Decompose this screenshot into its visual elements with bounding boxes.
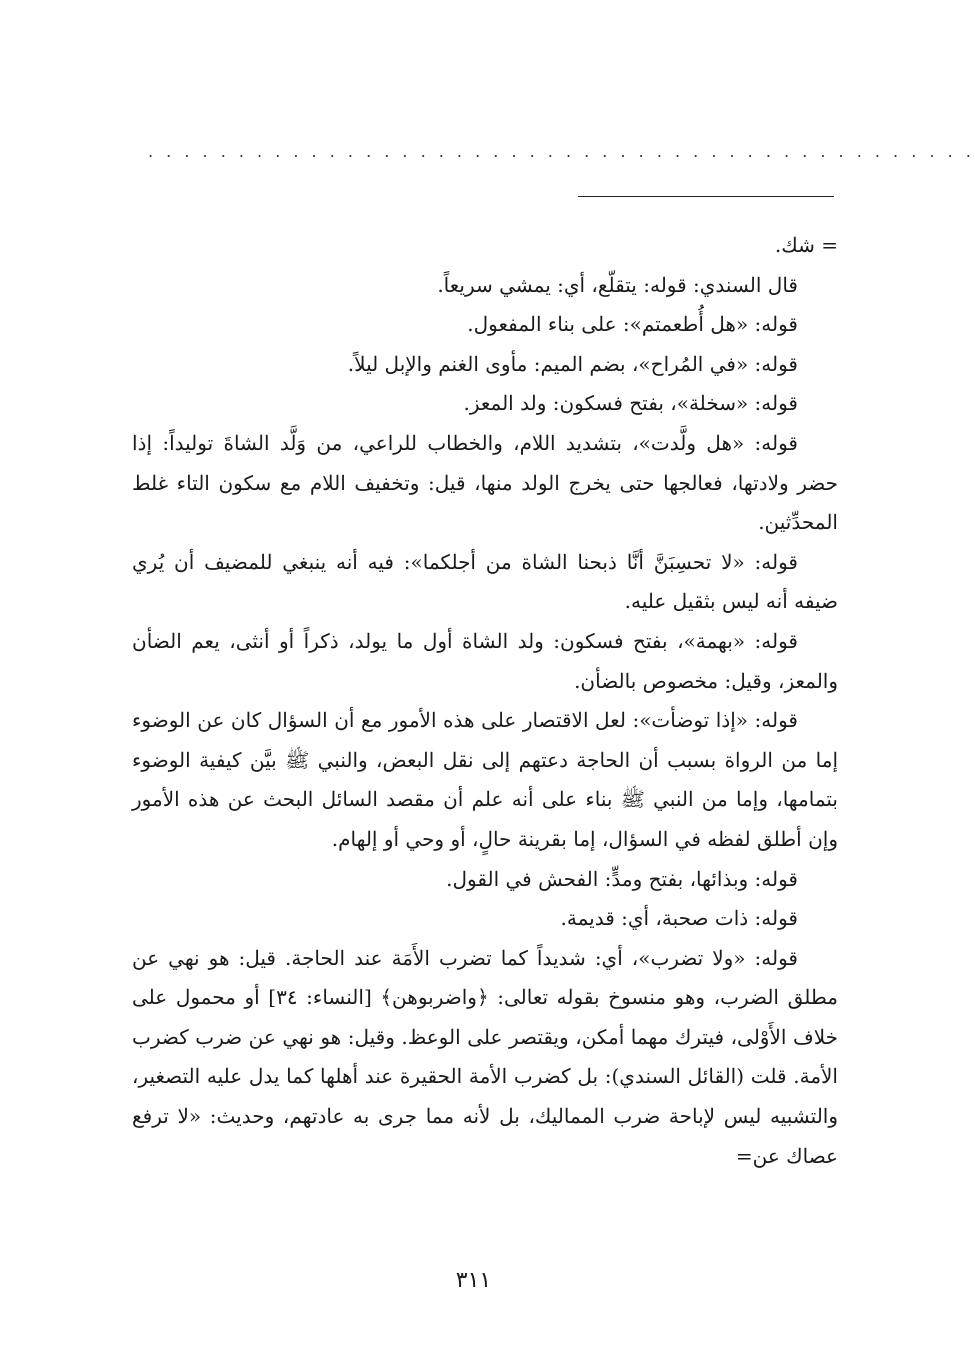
footnote-rule	[578, 196, 834, 197]
separator-dots: . . . . . . . . . . . . . . . . . . . . . . . . . . . . . . . . . . . . . . . . . . . . . .	[148, 142, 975, 161]
paragraph: قوله: «سخلة»، بفتح فسكون: ولد المعز.	[463, 391, 798, 416]
page-number: ٣١١	[455, 1268, 492, 1293]
paragraph: = شك.	[774, 233, 838, 257]
paragraph: قوله: «هل ولَّدت»، بتشديد اللام، والخطاب للراعي، من وَلَّد الشاةَ توليداً: إذا حضر ولادتها، فعالجها حتى يخرج الولد منها، قيل: وتخفيف اللام مع سكون التاء غلط المحدِّثين.	[132, 430, 838, 535]
paragraph: قوله: «ولا تضرب»، أي: شديداً كما تضرب الأَمَة عند الحاجة. قيل: هو نهي عن مطلق الضرب، وهو منسوخ بقوله تعالى: ﴿واضربوهن﴾ [النساء: ٣٤] أو محمول على خلاف الأَوْلى، فيترك مهما أمكن، ويقتصر على الوعظ. وقيل: هو نهي عن ضرب كضرب الأمة. قلت (القائل السندي): بل كضرب الأمة الحقيرة عند أهلها كما يدل عليه التصغير، والتشبيه ليس لإباحة ضرب المماليك، بل لأنه مما جرى به عادتهم، وحديث: «لا ترفع عصاك عن=	[132, 945, 838, 1168]
paragraph: قال السندي: قوله: يتقلّع، أي: يمشي سريعاً.	[437, 272, 798, 297]
paragraph: قوله: «إذا توضأت»: لعل الاقتصار على هذه الأمور مع أن السؤال كان عن الوضوء إما من الرواة بسبب أن الحاجة دعتهم إلى نقل البعض، والنبي ﷺ بيَّن كيفية الوضوء بتمامها، وإما من النبي ﷺ بناء على أنه علم أن مقصد السائل البحث عن هذه الأمور وإن أطلق لفظه في السؤال، إما بقرينة حالٍ، أو وحي أو إلهام.	[132, 708, 838, 851]
paragraph: قوله: «هل أُطعمتم»: على بناء المفعول.	[467, 312, 798, 337]
paragraph: قوله: «بهمة»، بفتح فسكون: ولد الشاة أول ما يولد، ذكراً أو أنثى، يعم الضأن والمعز، وقيل: مخصوص بالضأن.	[132, 628, 838, 693]
paragraph: قوله: «في المُراح»، بضم الميم: مأوى الغنم والإبل ليلاً.	[347, 351, 798, 376]
paragraph: قوله: وبذائها، بفتح ومدٍّ: الفحش في القول.	[446, 866, 798, 891]
commentary-text	[132, 226, 838, 1176]
paragraph: قوله: ذات صحبة، أي: قديمة.	[560, 906, 798, 931]
paragraph: قوله: «لا تحسِبَنَّ أنَّا ذبحنا الشاة من أجلكما»: فيه أنه ينبغي للمضيف أن يُري ضيفه أنه ليس بثقيل عليه.	[132, 549, 838, 614]
